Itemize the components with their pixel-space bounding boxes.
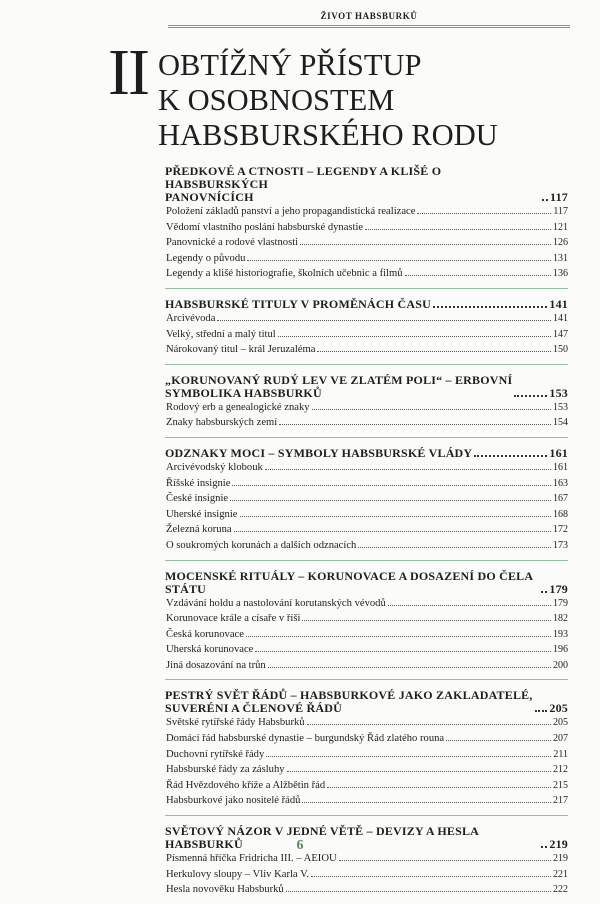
chapter-title-line: K OSOBNOSTEM — [157, 83, 395, 117]
toc-entry-page: 131 — [553, 252, 568, 264]
toc-entry-page: 172 — [553, 524, 568, 536]
toc-entry-title: Písmenná hříčka Fridricha III. – AEIOU — [166, 853, 337, 865]
dot-leader — [287, 763, 551, 772]
dot-leader — [317, 343, 551, 352]
toc-entry[interactable] — [166, 400, 568, 416]
toc-entry[interactable] — [166, 491, 568, 507]
toc-section — [165, 288, 568, 364]
toc-entry[interactable] — [166, 327, 568, 343]
toc-entry-page: 219 — [553, 853, 568, 865]
toc-entry-title: Znaky habsburských zemí — [166, 417, 278, 429]
toc-entry[interactable] — [166, 715, 568, 731]
dot-leader — [388, 597, 551, 606]
toc-entry[interactable] — [166, 311, 568, 327]
dot-leader — [232, 477, 551, 486]
toc-section-page: 117 — [550, 190, 568, 204]
dot-leader — [312, 401, 551, 410]
dot-leader — [247, 252, 551, 261]
toc-entry[interactable] — [166, 611, 568, 627]
toc-entry-page: 217 — [553, 795, 568, 807]
chapter-title-line: HABSBURSKÉHO RODU — [157, 118, 498, 152]
toc-entry-page: 161 — [553, 461, 568, 473]
toc-entry-page: 207 — [553, 733, 568, 745]
toc-section — [165, 364, 568, 437]
dot-leader — [541, 591, 547, 593]
toc-entry[interactable] — [166, 342, 568, 358]
toc-entry-title: Korunovace krále a císaře v říši — [166, 613, 301, 625]
toc-entry-page: 221 — [553, 868, 568, 880]
toc-entry-page: 196 — [553, 644, 568, 656]
toc-entry-title: Uherské insignie — [166, 508, 238, 520]
toc-entry-title: Arcivévodský klobouk — [166, 461, 263, 473]
toc-entry-page: 179 — [553, 597, 568, 609]
toc-entry-title: Duchovní rytířské řády — [166, 748, 265, 760]
toc-entry[interactable] — [166, 251, 568, 267]
toc-entry[interactable] — [166, 235, 568, 251]
toc-entry[interactable] — [166, 778, 568, 794]
toc-entry-page: 205 — [553, 717, 568, 729]
toc-section-heading[interactable] — [165, 298, 568, 311]
toc-entry-title: Habsburské řády za zásluhy — [166, 764, 285, 776]
toc-entry-title: Jiná dosazování na trůn — [166, 659, 266, 671]
toc-section-page: 205 — [549, 701, 568, 716]
toc-entry-title: Česká korunovace — [166, 628, 244, 640]
toc-entry[interactable] — [166, 658, 568, 674]
dot-leader — [300, 236, 551, 245]
toc-entry-page: 200 — [553, 659, 568, 671]
toc-entry-title: Vzdávání holdu a nastolování korutanských vévodů — [166, 597, 386, 609]
toc-entry-page: 173 — [553, 539, 568, 551]
dot-leader — [217, 312, 551, 321]
dot-leader — [327, 779, 551, 788]
toc-entry[interactable] — [166, 731, 568, 747]
toc-entry[interactable] — [166, 507, 568, 523]
toc-entry-page: 168 — [553, 508, 568, 520]
dot-leader — [417, 205, 551, 214]
toc-entry[interactable] — [166, 642, 568, 658]
toc-section-title: HABSBURSKÉ TITULY V PROMĚNÁCH ČASU — [165, 296, 431, 311]
toc-entry-page: 212 — [553, 764, 568, 776]
toc-section-page: 219 — [549, 837, 568, 852]
toc-entry[interactable] — [166, 476, 568, 492]
toc-entry-page: 147 — [553, 328, 568, 340]
dot-leader — [474, 455, 547, 457]
page-number: 6 — [296, 838, 304, 853]
toc-entry-title: Říšské insignie — [166, 477, 231, 489]
toc-entry-title: O soukromých korunách a dalších odznacích — [166, 539, 357, 551]
toc-entry[interactable] — [166, 538, 568, 554]
toc-entry-title: Vědomí vlastního poslání habsburské dynastie — [166, 221, 364, 233]
toc-entry-title: Legendy a klišé historiografie, školních učebnic a filmů — [166, 268, 403, 280]
toc-entry-title: Položení základů panství a jeho propagandistická realizace — [166, 206, 416, 217]
toc-entry[interactable] — [166, 627, 568, 643]
dot-leader — [358, 539, 551, 548]
dot-leader — [234, 523, 551, 532]
toc-section-title: MOCENSKÉ RITUÁLY – KORUNOVACE A DOSAZENÍ DO ČELA STÁTU — [165, 568, 533, 596]
toc-section-title: ODZNAKY MOCI – SYMBOLY HABSBURSKÉ VLÁDY — [165, 445, 473, 460]
running-header-label: ŽIVOT HABSBURKŮ — [320, 11, 418, 21]
dot-leader — [286, 883, 551, 892]
toc-entry[interactable] — [166, 867, 568, 883]
chapter-title-line: OBTÍŽNÝ PŘÍSTUP — [157, 48, 422, 82]
dot-leader — [446, 732, 551, 741]
toc-section-heading[interactable] — [165, 374, 568, 400]
dot-leader — [266, 748, 551, 757]
dot-leader — [240, 508, 552, 517]
toc-entry-title: Herkulovy sloupy – Vliv Karla V. — [166, 868, 310, 880]
dot-leader — [405, 267, 551, 276]
toc-entry-page: 211 — [553, 748, 568, 760]
toc-entry-page: 141 — [553, 312, 568, 324]
running-header — [168, 6, 570, 28]
toc-entry-title: Hesla novověku Habsburků — [166, 884, 284, 896]
toc-entry-title: Habsburkové jako nositelé řádů — [166, 795, 301, 807]
toc-entry[interactable] — [166, 596, 568, 612]
toc-section-title: PESTRÝ SVĚT ŘÁDŮ – HABSBURKOVÉ JAKO ZAKLADATELÉ, SUVERÉNI A ČLENOVÉ ŘÁDŮ — [165, 688, 533, 716]
chapter-title — [158, 48, 498, 153]
toc-entry-page: 117 — [553, 206, 568, 217]
toc-entry-title: Železná koruna — [166, 524, 232, 536]
toc-entry-page: 215 — [553, 779, 568, 791]
dot-leader — [307, 716, 551, 725]
toc-entry[interactable] — [166, 747, 568, 763]
toc-entry-page: 126 — [553, 237, 568, 249]
toc-section-title: „KORUNOVANÝ RUDÝ LEV VE ZLATÉM POLI“ – ERBOVNÍ SYMBOLIKA HABSBURKŮ — [165, 372, 513, 400]
toc-entry-title: Velký, střední a malý titul — [166, 328, 276, 340]
toc-entry-page: 193 — [553, 628, 568, 640]
chapter-heading — [108, 36, 498, 153]
toc-entry-page: 222 — [553, 884, 568, 896]
toc-section-page: 153 — [549, 385, 568, 400]
toc-section-heading[interactable] — [165, 570, 568, 596]
dot-leader — [278, 328, 551, 337]
toc-entry-title: Rodový erb a genealogické znaky — [166, 401, 310, 413]
toc-entry-title: Panovnické a rodové vlastnosti — [166, 237, 299, 249]
table-of-contents — [165, 165, 568, 904]
toc-section — [165, 815, 568, 904]
toc-entry-title: Světské rytířské řády Habsburků — [166, 717, 305, 729]
toc-section — [165, 165, 568, 288]
toc-entry[interactable] — [166, 220, 568, 236]
toc-section — [165, 679, 568, 815]
toc-entry[interactable] — [166, 882, 568, 898]
dot-leader — [268, 659, 551, 668]
toc-section — [165, 560, 568, 680]
chapter-number: II — [108, 36, 148, 109]
dot-leader — [535, 710, 548, 712]
dot-leader — [433, 306, 547, 308]
toc-entry-page: 167 — [553, 493, 568, 505]
dot-leader — [246, 628, 551, 637]
toc-entry-title: České insignie — [166, 493, 229, 505]
dot-leader — [255, 643, 551, 652]
toc-entry[interactable] — [166, 762, 568, 778]
toc-entry-page: 163 — [553, 477, 568, 489]
dot-leader — [365, 221, 551, 230]
toc-entry-title: Legendy o původu — [166, 252, 246, 264]
toc-section-title: PŘEDKOVÉ A CTNOSTI – LEGENDY A KLIŠÉ O HABSBURSKÝCH PANOVNÍCÍCH — [165, 164, 442, 204]
dot-leader — [302, 612, 551, 621]
toc-entry-title: Arcivévoda — [166, 312, 216, 324]
toc-section-heading[interactable] — [165, 447, 568, 460]
dot-leader — [311, 868, 551, 877]
toc-entry-page: 154 — [553, 417, 568, 429]
toc-entry-title: Nárokovaný titul – král Jeruzaléma — [166, 344, 316, 356]
toc-entry-title: Uherská korunovace — [166, 644, 254, 656]
toc-entry-page: 150 — [553, 344, 568, 356]
dot-leader — [514, 395, 547, 397]
dot-leader — [265, 461, 551, 470]
toc-entry-page: 182 — [553, 613, 568, 625]
toc-section-heading[interactable] — [165, 689, 568, 715]
toc-entry[interactable] — [166, 415, 568, 431]
toc-entry-page: 136 — [553, 268, 568, 280]
toc-entry[interactable] — [166, 522, 568, 538]
header-rule — [168, 25, 570, 28]
dot-leader — [302, 794, 551, 803]
toc-section — [165, 437, 568, 560]
toc-entry-page: 153 — [553, 401, 568, 413]
toc-entry-title: Řád Hvězdového kříže a Alžbětin řád — [166, 779, 326, 791]
toc-entry-page: 121 — [553, 221, 568, 233]
toc-entry[interactable] — [166, 204, 568, 220]
dot-leader — [542, 199, 548, 201]
toc-entry[interactable] — [166, 460, 568, 476]
toc-section-page: 161 — [549, 445, 568, 460]
toc-entry[interactable] — [166, 266, 568, 282]
toc-section-title: SVĚTOVÝ NÁZOR V JEDNÉ VĚTĚ – DEVIZY A HESLA HABSBURKŮ — [165, 824, 479, 852]
toc-section-heading[interactable] — [165, 165, 568, 204]
dot-leader — [279, 416, 551, 425]
toc-entry[interactable] — [166, 793, 568, 809]
toc-section-page: 141 — [549, 296, 568, 311]
toc-entry-title: Domácí řád habsburské dynastie – burgundský Řád zlatého rouna — [166, 733, 445, 745]
toc-section-page: 179 — [549, 581, 568, 596]
dot-leader — [230, 492, 551, 501]
